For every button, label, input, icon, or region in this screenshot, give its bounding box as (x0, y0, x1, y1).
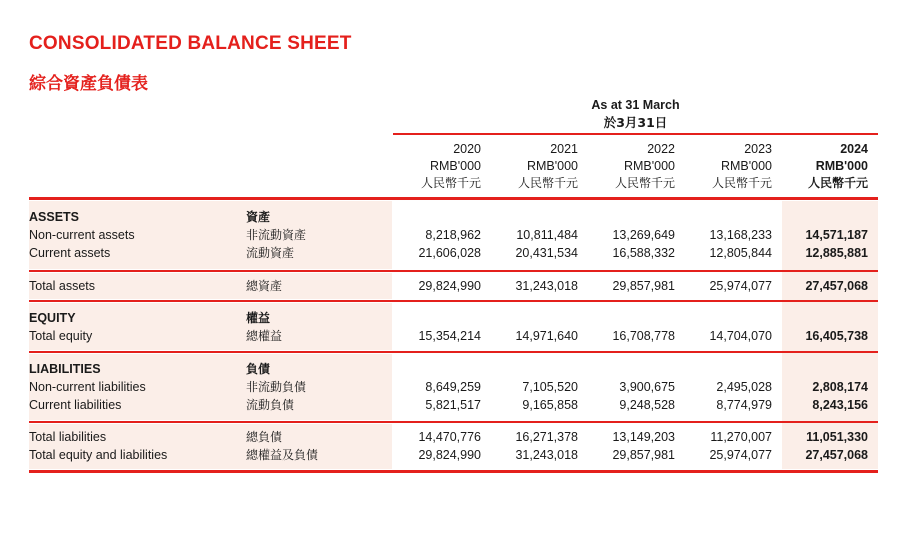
cell-2022: 16,588,332 (612, 246, 675, 260)
section-rule (29, 351, 878, 353)
cell-2020: 5,821,517 (425, 398, 481, 412)
cell-2024: 11,051,330 (806, 430, 868, 444)
cell-2020: 21,606,028 (418, 246, 481, 260)
row-label-en: Total liabilities (29, 430, 107, 444)
column-unit-en: RMB'000 (526, 159, 578, 173)
row-label-en: Total equity and liabilities (29, 448, 168, 462)
column-unit-en: RMB'000 (720, 159, 772, 173)
cell-2022: 13,269,649 (612, 228, 675, 242)
column-unit-cn: 人民幣千元 (517, 176, 578, 190)
table-row-total-assets (29, 277, 878, 295)
row-label-cn: 權益 (246, 311, 271, 325)
row-label-en: LIABILITIES (29, 362, 101, 376)
column-year: 2023 (744, 142, 772, 156)
section-rule (29, 270, 878, 272)
row-label-en: ASSETS (29, 210, 80, 224)
column-header-2021 (488, 141, 578, 192)
row-label-en: Non-current assets (29, 228, 135, 242)
section-rule (29, 197, 878, 200)
row-label-en: Total equity (29, 329, 93, 343)
row-label-cn: 總權益及負債 (246, 448, 319, 462)
cell-2020: 29,824,990 (418, 448, 481, 462)
cell-2023: 13,168,233 (709, 228, 772, 242)
cell-2020: 8,218,962 (425, 228, 481, 242)
column-year: 2022 (647, 142, 675, 156)
row-label-cn: 總資產 (246, 279, 283, 293)
cell-2023: 25,974,077 (709, 448, 772, 462)
as-at-header (393, 97, 878, 131)
column-header-2020 (391, 141, 481, 192)
cell-2024: 27,457,068 (805, 279, 868, 293)
cell-2021: 31,243,018 (515, 279, 578, 293)
row-label-en: Current assets (29, 246, 111, 260)
row-label-cn: 非流動資產 (246, 228, 307, 242)
as-at-english: As at 31 March (591, 98, 680, 112)
column-header-2023 (682, 141, 772, 192)
cell-2022: 3,900,675 (619, 380, 675, 394)
cell-2024: 2,808,174 (812, 380, 868, 394)
cell-2023: 14,704,070 (709, 329, 772, 343)
column-unit-en: RMB'000 (815, 159, 868, 173)
row-label-cn: 總負債 (246, 430, 283, 444)
cell-2023: 25,974,077 (709, 279, 772, 293)
cell-2024: 8,243,156 (812, 398, 868, 412)
column-unit-cn: 人民幣千元 (711, 176, 772, 190)
row-label-en: EQUITY (29, 311, 76, 325)
column-year: 2024 (840, 142, 868, 156)
header-rule (393, 133, 878, 135)
section-rule (29, 421, 878, 423)
cell-2020: 15,354,214 (418, 329, 481, 343)
table-row-total-equity-and-liabilities (29, 446, 878, 464)
column-unit-en: RMB'000 (429, 159, 481, 173)
cell-2024: 16,405,738 (805, 329, 868, 343)
cell-2023: 8,774,979 (716, 398, 772, 412)
cell-2021: 31,243,018 (515, 448, 578, 462)
cell-2021: 9,165,858 (522, 398, 578, 412)
row-label-cn: 流動負債 (246, 398, 295, 412)
table-row-total-liabilities (29, 428, 878, 446)
cell-2020: 29,824,990 (418, 279, 481, 293)
cell-2023: 11,270,007 (710, 430, 772, 444)
page-title-chinese: 綜合資產負債表 (29, 74, 148, 94)
row-label-en: Current liabilities (29, 398, 122, 412)
column-unit-cn: 人民幣千元 (614, 176, 675, 190)
row-label-cn: 負債 (246, 362, 271, 376)
cell-2022: 16,708,778 (612, 329, 675, 343)
cell-2021: 20,431,534 (515, 246, 578, 260)
column-year: 2020 (453, 142, 481, 156)
section-rule (29, 300, 878, 302)
column-year: 2021 (550, 142, 578, 156)
section-heading-assets (29, 208, 878, 226)
column-header-2022 (585, 141, 675, 192)
table-row-non-current-liabilities (29, 378, 878, 396)
cell-2024: 27,457,068 (805, 448, 868, 462)
cell-2022: 29,857,981 (612, 448, 675, 462)
cell-2023: 12,805,844 (709, 246, 772, 260)
column-header-2024 (778, 141, 868, 192)
cell-2024: 12,885,881 (805, 246, 868, 260)
cell-2021: 10,811,484 (516, 228, 578, 242)
column-unit-cn: 人民幣千元 (420, 176, 481, 190)
table-row-total-equity (29, 327, 878, 345)
table-row-current-assets (29, 244, 878, 262)
section-heading-liabilities (29, 360, 878, 378)
cell-2022: 29,857,981 (612, 279, 675, 293)
table-row-non-current-assets (29, 226, 878, 244)
as-at-chinese: 於3月31日 (603, 115, 668, 130)
cell-2020: 8,649,259 (425, 380, 481, 394)
row-label-cn: 總權益 (246, 329, 283, 343)
row-label-en: Non-current liabilities (29, 380, 146, 394)
cell-2022: 9,248,528 (619, 398, 675, 412)
table-row-current-liabilities (29, 396, 878, 414)
row-label-cn: 非流動負債 (246, 380, 307, 394)
cell-2020: 14,470,776 (418, 430, 481, 444)
cell-2021: 7,105,520 (522, 380, 578, 394)
cell-2022: 13,149,203 (612, 430, 675, 444)
column-unit-en: RMB'000 (623, 159, 675, 173)
bottom-rule (29, 470, 878, 473)
cell-2021: 16,271,378 (515, 430, 578, 444)
row-label-cn: 資產 (246, 210, 271, 224)
page-title: CONSOLIDATED BALANCE SHEET (29, 33, 352, 54)
section-heading-equity (29, 309, 878, 327)
cell-2021: 14,971,640 (515, 329, 578, 343)
row-label-cn: 流動資產 (246, 246, 295, 260)
cell-2023: 2,495,028 (716, 380, 772, 394)
cell-2024: 14,571,187 (805, 228, 868, 242)
row-label-en: Total assets (29, 279, 96, 293)
column-unit-cn: 人民幣千元 (807, 176, 868, 190)
